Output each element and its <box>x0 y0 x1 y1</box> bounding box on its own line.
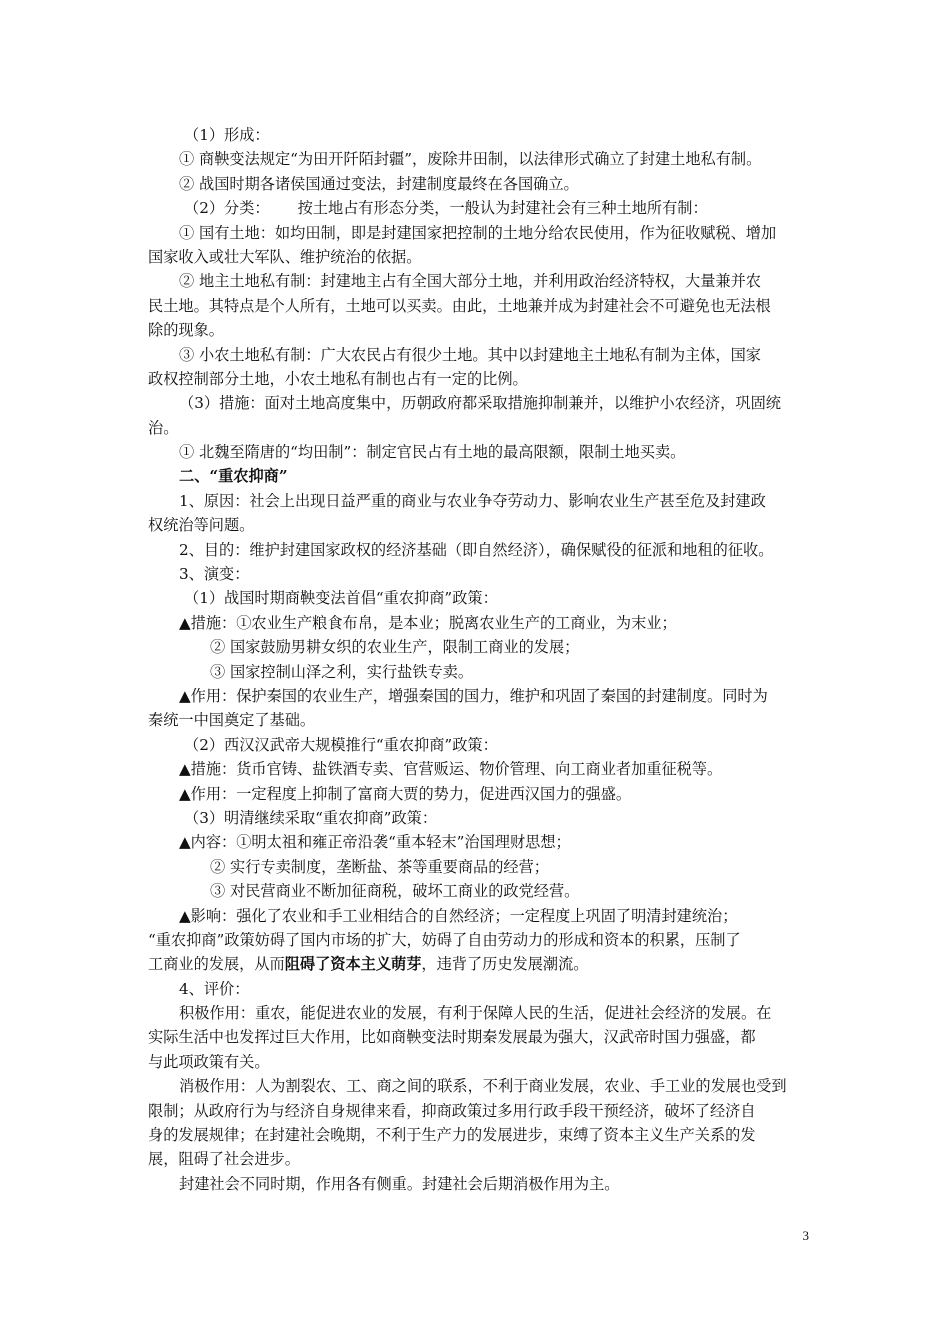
text-line: 权统治等问题。 <box>148 516 255 535</box>
text-line: 政权控制部分土地，小农土地私有制也占有一定的比例。 <box>148 369 528 388</box>
text-line: 身的发展规律；在封建社会晚期，不利于生产力的发展进步，束缚了资本主义生产关系的发 <box>148 1126 756 1145</box>
text-line: （2）西汉汉武帝大规模推行“重农抑商”政策： <box>184 735 498 754</box>
text-line: ① 北魏至隋唐的“均田制”：制定官民占有土地的最高限额，限制土地买卖。 <box>179 443 686 462</box>
text-line: （3）明清继续采取“重农抑商”政策： <box>184 808 438 827</box>
text-line: 国家收入或壮大军队、维护统治的依据。 <box>148 247 422 266</box>
text-line: ▲措施：货币官铸、盐铁酒专卖、官营贩运、物价管理、向工商业者加重征税等。 <box>179 760 723 779</box>
page-number: 3 <box>802 1228 809 1243</box>
text-line: 限制；从政府行为与经济自身规律来看，抑商政策过多用行政手段干预经济，破坏了经济自 <box>148 1101 756 1120</box>
text-line: ▲作用：一定程度上抑制了富商大贾的势力，促进西汉国力的强盛。 <box>179 784 632 803</box>
text-line: 实际生活中也发挥过巨大作用，比如商鞅变法时期秦发展最为强大，汉武帝时国力强盛，都 <box>148 1028 756 1047</box>
text-line: 积极作用：重农，能促进农业的发展，有利于保障人民的生活，促进社会经济的发展。在 <box>179 1004 772 1023</box>
text-line: 民土地。其特点是个人所有，土地可以买卖。由此，土地兼并成为封建社会不可避免也无法根 <box>148 296 771 315</box>
text-line: ▲措施：①农业生产粮食布帛，是本业；脱离农业生产的工商业，为末业； <box>179 613 677 632</box>
text-line: 秦统一中国奠定了基础。 <box>148 711 316 730</box>
text-line: 封建社会不同时期，作用各有侧重。封建社会后期消极作用为主。 <box>179 1174 620 1193</box>
emphasis-text: 阻碍了资本主义萌芽 <box>284 955 422 974</box>
section-heading: 二、“重农抑商” <box>179 467 288 486</box>
text-line: 展，阻碍了社会进步。 <box>148 1150 300 1169</box>
text-line: 3、演变： <box>179 565 250 584</box>
text-span: （2）分类： <box>184 199 270 218</box>
text-line: ② 地主土地私有制：封建地主占有全国大部分土地，并利用政治经济特权，大量兼并农 <box>179 272 761 291</box>
text-line: ① 商鞅变法规定“为田开阡陌封疆”，废除井田制，以法律形式确立了封建土地私有制。 <box>179 150 762 169</box>
text-line: ③ 国家控制山泽之利，实行盐铁专卖。 <box>210 662 474 681</box>
text-line: （3）措施：面对土地高度集中，历朝政府都采取措施抑制兼并，以维护小农经济，巩固统 <box>179 394 781 413</box>
text-line: 消极作用：人为割裂农、工、商之间的联系，不利于商业发展，农业、手工业的发展也受到 <box>179 1077 787 1096</box>
text-line: ① 国有土地：如均田制，即是封建国家把控制的土地分给农民使用，作为征收赋税、增加 <box>179 223 777 242</box>
text-line <box>148 196 824 220</box>
text-line: ② 国家鼓励男耕女织的农业生产，限制工商业的发展； <box>210 638 580 657</box>
text-line: ② 战国时期各诸侯国通过变法，封建制度最终在各国确立。 <box>179 174 579 193</box>
text-line: 与此项政策有关。 <box>148 1052 270 1071</box>
text-line: ▲作用：保护秦国的农业生产，增强秦国的国力，维护和巩固了秦国的封建制度。同时为 <box>179 686 768 705</box>
text-line: 1、原因：社会上出现日益严重的商业与农业争夺劳动力、影响农业生产甚至危及封建政 <box>179 491 766 510</box>
text-line: （1）战国时期商鞅变法首倡“重农抑商”政策： <box>184 589 498 608</box>
text-line: ▲内容：①明太祖和雍正帝沿袭“重本轻末”治国理财思想； <box>179 833 571 852</box>
text-line: 治。 <box>148 418 179 437</box>
text-line <box>148 952 824 976</box>
text-line: ② 实行专卖制度，垄断盐、茶等重要商品的经营； <box>210 857 549 876</box>
text-span: 工商业的发展，从而 <box>148 955 285 974</box>
text-line: （1）形成： <box>184 126 270 144</box>
text-span: ，违背了历史发展潮流。 <box>421 955 589 974</box>
text-line: ▲影响：强化了农业和手工业相结合的自然经济；一定程度上巩固了明清封建统治； <box>179 906 738 925</box>
text-line: ③ 对民营商业不断加征商税，破坏工商业的政党经营。 <box>210 882 580 901</box>
text-line: ③ 小农土地私有制：广大农民占有很少土地。其中以封建地主土地私有制为主体，国家 <box>179 345 761 364</box>
text-line: 4、评价： <box>179 979 250 998</box>
text-span: 按土地占有形态分类，一般认为封建社会有三种土地所有制： <box>297 199 708 218</box>
document-body <box>148 123 824 1196</box>
text-line: 2、目的：维护封建国家政权的经济基础（即自然经济），确保赋役的征派和地租的征收。 <box>179 540 774 559</box>
text-line: 除的现象。 <box>148 321 224 340</box>
text-line: “重农抑商”政策妨碍了国内市场的扩大，妨碍了自由劳动力的形成和资本的积累，压制了 <box>148 930 741 949</box>
